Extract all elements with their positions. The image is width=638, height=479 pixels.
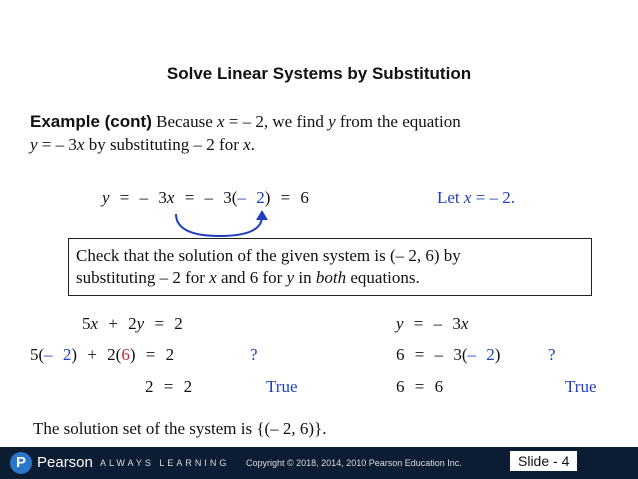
left-true: True (266, 377, 298, 396)
right-true: True (565, 377, 597, 396)
left-equation: 5x + 2y = 2 (82, 314, 183, 333)
example-label: Example (cont) (30, 112, 152, 131)
pearson-logo-icon: P (10, 452, 32, 474)
left-question-mark: ? (250, 345, 258, 364)
pearson-logo-text: Pearson (37, 454, 93, 471)
left-result: 2 = 2 (145, 377, 193, 396)
footer-copyright: Copyright © 2018, 2014, 2010 Pearson Education Inc. (246, 458, 462, 468)
check-line-1: Check that the solution of the given system is (– 2, 6) by (76, 246, 461, 265)
footer-tagline: ALWAYS LEARNING (100, 458, 230, 468)
intro-text: Because x = – 2, we find y from the equation (156, 112, 461, 131)
right-substitution: 6 = – 3(– 2) (396, 345, 501, 364)
slide-title: Solve Linear Systems by Substitution (166, 64, 472, 83)
left-substitution: 5(– 2) + 2(6) = 2 (30, 345, 175, 364)
intro-line-1 (30, 112, 461, 132)
check-line-2: substituting – 2 for x and 6 for y in both equations. (76, 268, 420, 287)
let-note: Let x = – 2. (437, 188, 516, 207)
right-equation: y = – 3x (396, 314, 469, 333)
right-result: 6 = 6 (396, 377, 444, 396)
intro-line-2: y = – 3x by substituting – 2 for x. (30, 135, 255, 154)
solution-statement: The solution set of the system is {(– 2, 6)}. (33, 419, 327, 438)
right-question-mark: ? (548, 345, 556, 364)
slide-number: Slide - 4 (510, 451, 577, 471)
substituted-value: – 2 (237, 188, 265, 207)
substitution-equation: y = – 3x = – 3(– 2) = 6 (102, 188, 309, 207)
